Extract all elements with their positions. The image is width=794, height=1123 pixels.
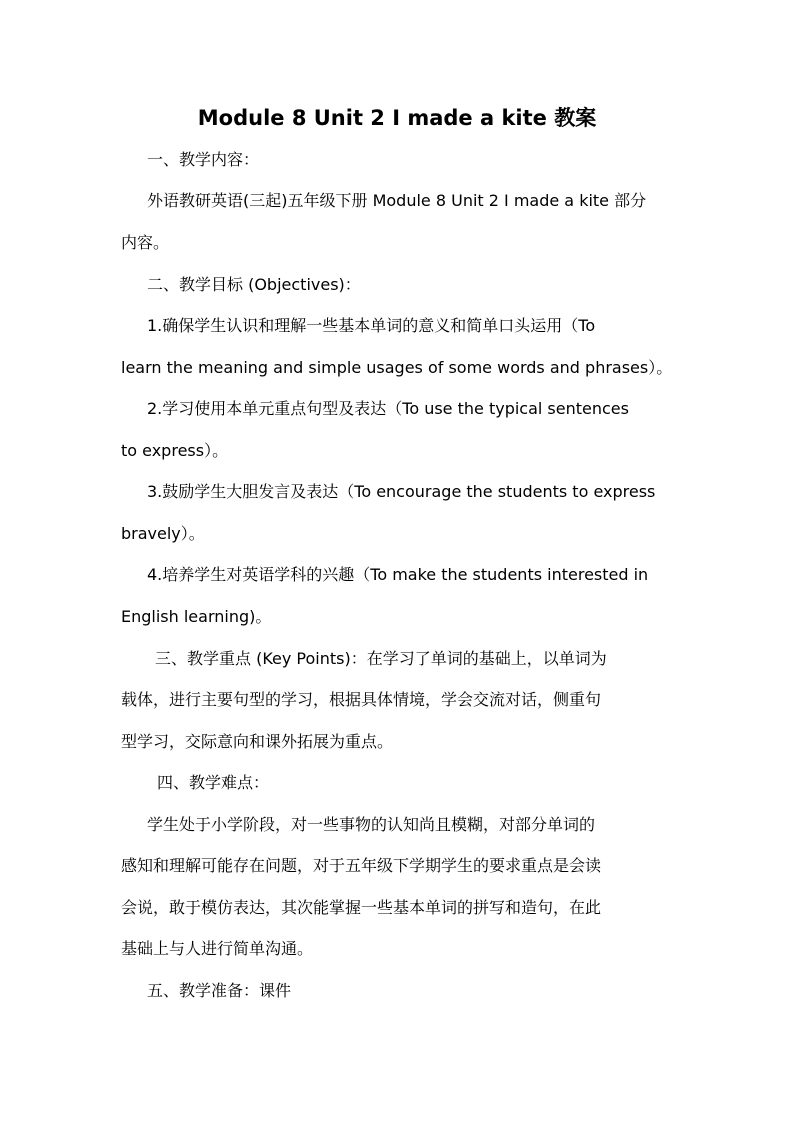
section-5-heading: 五、教学准备：课件 <box>147 981 292 1000</box>
section-4-heading: 四、教学难点： <box>157 773 270 792</box>
objective-3-continued: bravely）。 <box>121 524 205 543</box>
objective-4-continued: English learning)。 <box>121 607 272 626</box>
objective-3: 3.鼓励学生大胆发言及表达（To encourage the students to express <box>147 482 656 501</box>
section-1-text-continued: 内容。 <box>121 233 170 252</box>
section-4-text-continued-3: 基础上与人进行简单沟通。 <box>121 939 314 958</box>
section-3-text-continued-1: 载体，进行主要句型的学习，根据具体情境，学会交流对话，侧重句 <box>121 690 602 709</box>
section-4-text-continued-1: 感知和理解可能存在问题，对于五年级下学期学生的要求重点是会读 <box>121 856 602 875</box>
section-3-text-continued-2: 型学习，交际意向和课外拓展为重点。 <box>121 732 394 751</box>
section-2-heading: 二、教学目标 (Objectives)： <box>147 275 361 294</box>
objective-4: 4.培养学生对英语学科的兴趣（To make the students interested in <box>147 565 649 584</box>
objective-1: 1.确保学生认识和理解一些基本单词的意义和简单口头运用（To <box>147 316 596 335</box>
section-3-key-points: 三、教学重点 (Key Points)：在学习了单词的基础上，以单词为 <box>155 649 607 668</box>
section-4-text-continued-2: 会说，敢于模仿表达，其次能掌握一些基本单词的拼写和造句，在此 <box>121 898 602 917</box>
section-1-text: 外语教研英语(三起)五年级下册 Module 8 Unit 2 I made a kite 部分 <box>147 191 647 210</box>
objective-2-continued: to express）。 <box>121 441 229 460</box>
section-4-text: 学生处于小学阶段，对一些事物的认知尚且模糊，对部分单词的 <box>147 815 596 834</box>
section-1-heading: 一、教学内容： <box>147 150 260 169</box>
objective-2: 2.学习使用本单元重点句型及表达（To use the typical sentences <box>147 399 629 418</box>
document-title: Module 8 Unit 2 I made a kite 教案 <box>197 106 597 130</box>
objective-1-continued: learn the meaning and simple usages of some words and phrases）。 <box>121 358 673 377</box>
